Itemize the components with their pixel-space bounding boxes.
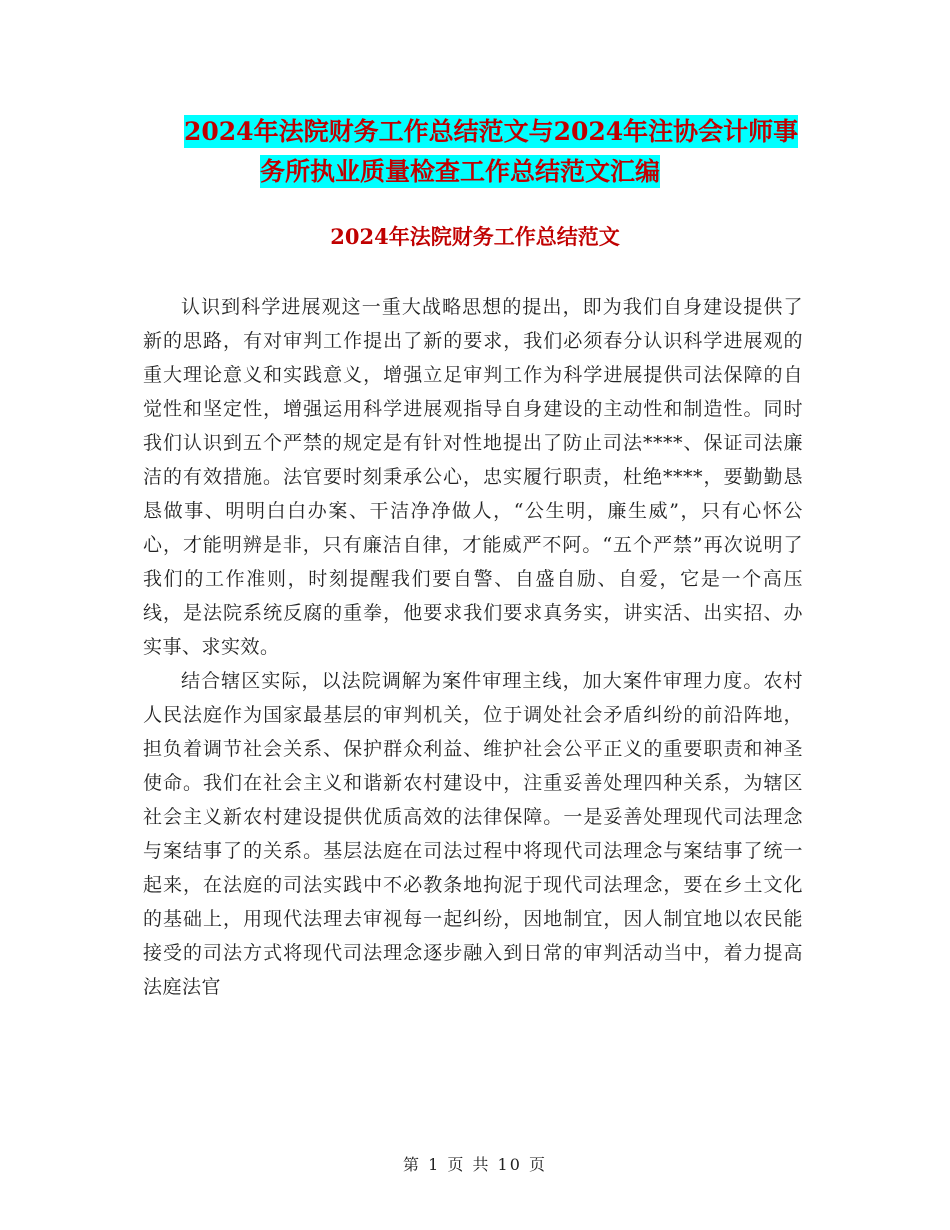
- document-title: [150, 112, 830, 192]
- section-title: 2024年法院财务工作总结范文: [330, 224, 620, 249]
- page-footer: 第 1 页 共 10 页: [403, 1155, 547, 1174]
- paragraph-2: 结合辖区实际，以法院调解为案件审理主线，加大案件审理力度。农村人民法庭作为国家最基层的审判机关，位于调处社会矛盾纠纷的前沿阵地，担负着调节社会关系、保护群众利益、维护社会公平正义的重要职责和神圣使命。我们在社会主义和谐新农村建设中，注重妥善处理四种关系，为辖区社会主义新农村建设提供优质高效的法律保障。一是妥善处理现代司法理念与案结事了的关系。基层法庭在司法过程中将现代司法理念与案结事了统一起来，在法庭的司法实践中不必教条地拘泥于现代司法理念，要在乡土文化的基础上，用现代法理去审视每一起纠纷，因地制宜，因人制宜地以农民能接受的司法方式将现代司法理念逐步融入到日常的审判活动当中，着力提高法庭法官: [143, 670, 803, 998]
- body-text: [143, 290, 803, 1004]
- title-line-2: 务所执业质量检查工作总结范文汇编: [260, 157, 661, 186]
- paragraph-1: 认识到科学进展观这一重大战略思想的提出，即为我们自身建设提供了新的思路，有对审判工作提出了新的要求，我们必须春分认识科学进展观的重大理论意义和实践意义，增强立足审判工作为科学进展提供司法保障的自觉性和坚定性，增强运用科学进展观指导自身建设的主动性和制造性。同时我们认识到五个严禁的规定是有针对性地提出了防止司法****、保证司法廉洁的有效措施。法官要时刻秉承公心，忠实履行职责，杜绝****，要勤勤恳恳做事、明明白白办案、干洁净净做人，“公生明，廉生威”，只有心怀公心，才能明辨是非，只有廉洁自律，才能威严不阿。“五个严禁”再次说明了我们的工作准则，时刻提醒我们要自警、自盛自励、自爱，它是一个高压线，是法院系统反腐的重拳，他要求我们要求真务实，讲实活、出实招、办实事、求实效。: [143, 296, 803, 658]
- title-line-1: 2024年法院财务工作总结范文与2024年注协会计师事: [184, 117, 799, 146]
